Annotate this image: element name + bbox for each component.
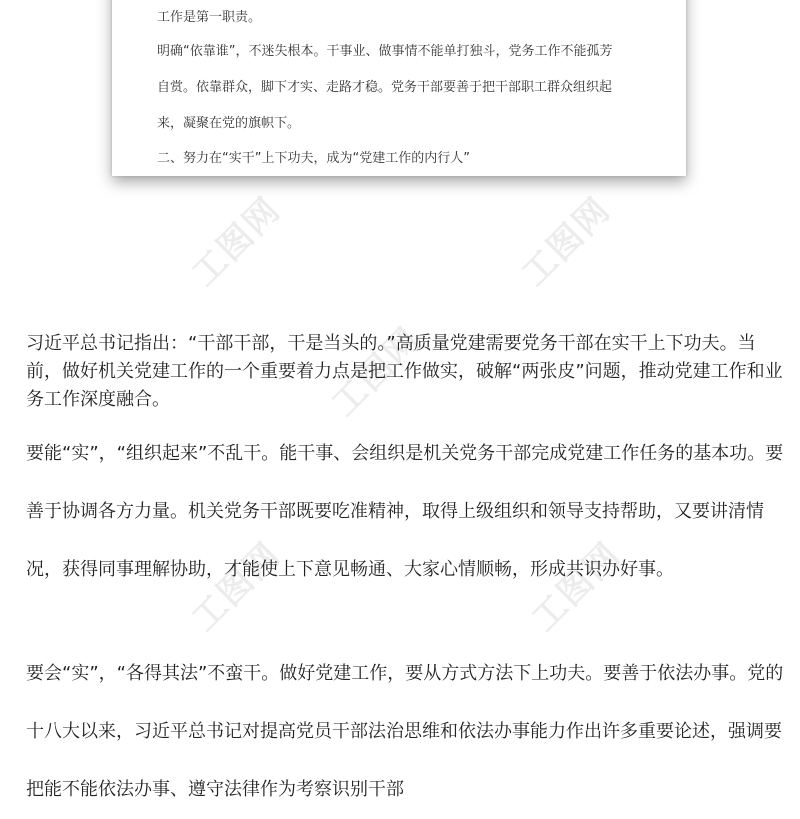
card-line-2: 明确“依靠谁”，不迷失根本。干事业、做事情不能单打独斗，党务工作不能孤芳 [157, 44, 613, 59]
document-preview-card [112, 0, 686, 176]
card-line-4: 来，凝聚在党的旗帜下。 [157, 116, 301, 131]
card-line-1: 工作是第一职责。 [157, 10, 262, 25]
watermark: 工图网 [514, 189, 619, 295]
body-paragraph-organize: 要能“实”，“组织起来”不乱干。能干事、会组织是机关党务干部完成党建工作任务的基本功。要善于协调各方力量。机关党务干部既要吃准精神，取得上级组织和领导支持帮助，又要讲清情况，获得同事理解协助，才能使上下意见畅通、大家心情顺畅，形成共识办好事。 [26, 443, 784, 580]
watermark: 工图网 [524, 534, 629, 640]
watermark: 工图网 [324, 319, 429, 425]
card-line-3: 自赏。依靠群众，脚下才实、走路才稳。党务干部要善于把干部职工群众组织起 [157, 80, 613, 95]
card-section-heading: 二、努力在“实干”上下功夫，成为“党建工作的内行人” [157, 151, 470, 166]
watermark: 工图网 [184, 189, 289, 295]
intro-paragraph: 习近平总书记指出：“干部干部，干是当头的。”高质量党建需要党务干部在实干上下功夫。当前，做好机关党建工作的一个重要着力点是把工作做实，破解“两张皮”问题，推动党建工作和业务工作深度融合。 [26, 333, 783, 410]
body-paragraph-method: 要会“实”，“各得其法”不蛮干。做好党建工作，要从方式方法下上功夫。要善于依法办事。党的十八大以来，习近平总书记对提高党员干部法治思维和依法办事能力作出许多重要论述，强调要把能不能依法办事、遵守法律作为考察识别干部 [26, 663, 784, 800]
watermark: 工图网 [184, 534, 289, 640]
